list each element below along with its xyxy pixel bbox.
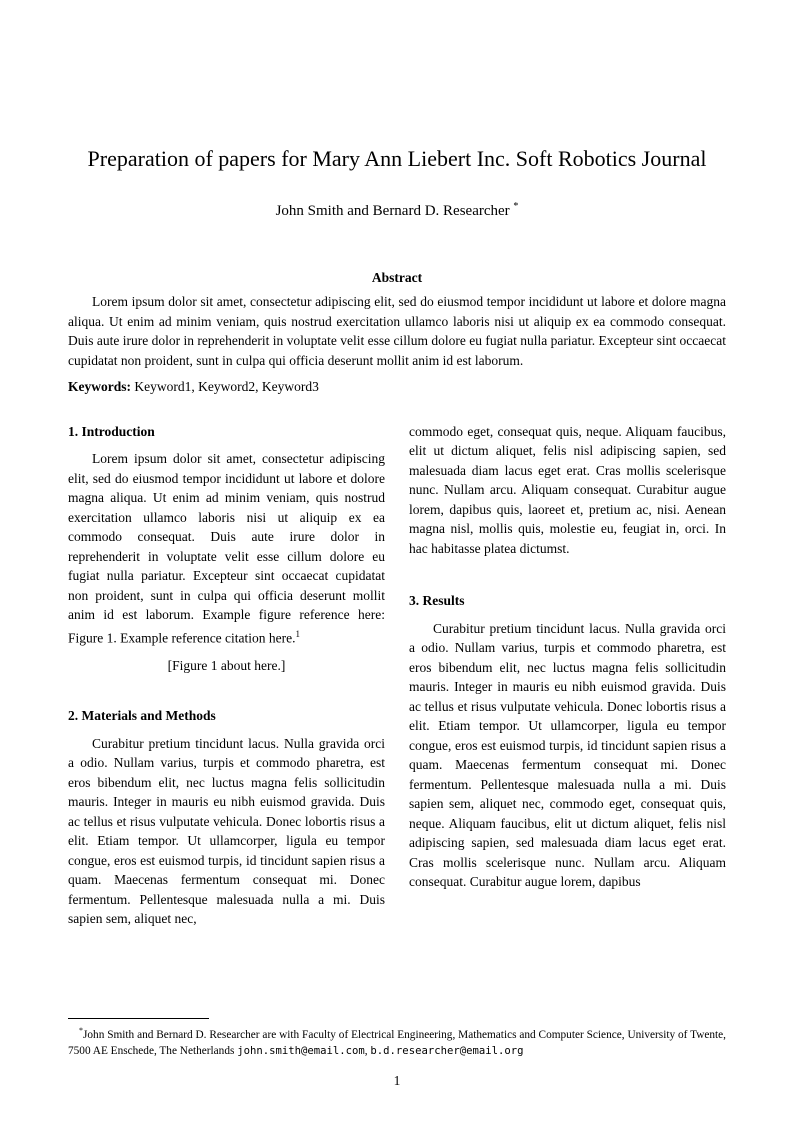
section-heading-introduction: 1. Introduction xyxy=(68,423,155,439)
footnote-affiliation: John Smith and Bernard D. Researcher are with Faculty of Electrical Engineering, Mathematics and Computer Science, University of Twente, 7500 AE Enschede, The Netherlands xyxy=(68,1029,726,1057)
section-heading-results: 3. Results xyxy=(409,593,465,608)
right-column xyxy=(409,422,726,929)
authors-line xyxy=(68,201,726,220)
footnote-email-separator: , xyxy=(364,1045,371,1057)
abstract-text: Lorem ipsum dolor sit amet, consectetur adipiscing elit, sed do eiusmod tempor incididunt ut labore et dolore magna aliqua. Ut enim ad minim veniam, quis nostrud exercitation ullamco laboris nisi ut aliquip ex ea commodo consequat. Duis aute irure dolor in reprehenderit in voluptate velit esse cillum dolore eu fugiat nulla pariatur. Excepteur sint occaecat cupidatat non proident, sunt in culpa qui officia deserunt mollit anim id est laborum. xyxy=(68,294,726,368)
page-number: 1 xyxy=(393,1073,401,1088)
figure-placeholder: [Figure 1 about here.] xyxy=(167,657,286,673)
materials-body-left: Curabitur pretium tincidunt lacus. Nulla gravida orci a odio. Nullam varius, turpis et commodo pharetra, est eros bibendum elit, nec luctus magna felis sollicitudin mauris. Integer in mauris eu nibh euismod gravida. Duis ac tellus et risus vulputate vehicula. Donec lobortis risus a elit. Etiam tempor. Ut ullamcorper, ligula eu tempor congue, eros est euismod turpis, id tincidunt sapien risus a quam. Maecenas fermentum consequat mi. Donec fermentum. Pellentesque malesuada nulla a mi. Duis sapien sem, aliquet nec, xyxy=(68,735,385,926)
introduction-body xyxy=(68,449,385,648)
footnote-rule xyxy=(68,1018,209,1019)
authors-text: John Smith and Bernard D. Researcher xyxy=(275,203,510,219)
keywords-label: Keywords: xyxy=(68,379,131,394)
footnote xyxy=(68,1023,726,1059)
paper-title: Preparation of papers for Mary Ann Liebert Inc. Soft Robotics Journal xyxy=(87,146,707,171)
page-footer xyxy=(0,1059,794,1123)
materials-body-right: commodo eget, consequat quis, neque. Aliquam faucibus, elit ut dictum aliquet, felis nisl adipiscing sapien, sed malesuada diam lacus eget erat. Cras mollis scelerisque nunc. Nullam arcu. Aliquam consequat. Curabitur augue lorem, dapibus quis, laoreet et, pretium ac, nisi. Aenean magna nisl, mollis quis, molestie eu, feugiat in, orci. In hac habitasse platea dictumst. xyxy=(409,423,726,556)
footnote-email-1: john.smith@email.com xyxy=(237,1045,365,1057)
keywords-value: Keyword1, Keyword2, Keyword3 xyxy=(134,379,319,394)
section-heading-materials: 2. Materials and Methods xyxy=(68,708,216,723)
footnote-mark: * xyxy=(79,1026,83,1036)
footnote-area xyxy=(0,1018,794,1059)
two-column-body xyxy=(68,422,726,929)
left-column xyxy=(68,422,385,929)
footnote-email-2: b.d.researcher@email.org xyxy=(370,1045,524,1057)
keywords-line xyxy=(68,377,726,397)
introduction-body-text: Lorem ipsum dolor sit amet, consectetur adipiscing elit, sed do eiusmod tempor incididunt ut labore et dolore magna aliqua. Ut enim ad minim veniam, quis nostrud exercitation ullamco laboris nisi ut aliquip ex ea commodo consequat. Duis aute irure dolor in reprehenderit in voluptate velit esse cillum dolore eu fugiat nulla pariatur. Excepteur sint occaecat cupidatat non proident, sunt in culpa qui officia deserunt mollit anim id est laborum. Example figure reference here: Figure 1. Example reference citation here. xyxy=(68,451,385,645)
results-body: Curabitur pretium tincidunt lacus. Nulla gravida orci a odio. Nullam varius, turpis et commodo pharetra, est eros bibendum elit, nec luctus magna felis sollicitudin mauris. Integer in mauris eu nibh euismod gravida. Duis ac tellus et risus vulputate vehicula. Donec lobortis risus a elit. Etiam tempor. Ut ullamcorper, ligula eu tempor congue, eros est euismod turpis, id tincidunt sapien risus a quam. Maecenas fermentum consequat mi. Donec fermentum. Pellentesque malesuada nulla a mi. Duis sapien sem, aliquet nec, commodo eget, consequat quis, neque. Aliquam faucibus, elit ut dictum aliquet, felis nisl adipiscing sapien, sed malesuada diam lacus eget erat. Cras mollis scelerisque nunc. Nullam arcu. Aliquam consequat. Curabitur augue lorem, dapibus xyxy=(409,620,726,889)
author-footnote-mark: * xyxy=(513,201,519,212)
abstract-heading: Abstract xyxy=(371,270,423,285)
citation-superscript: 1 xyxy=(295,628,301,639)
